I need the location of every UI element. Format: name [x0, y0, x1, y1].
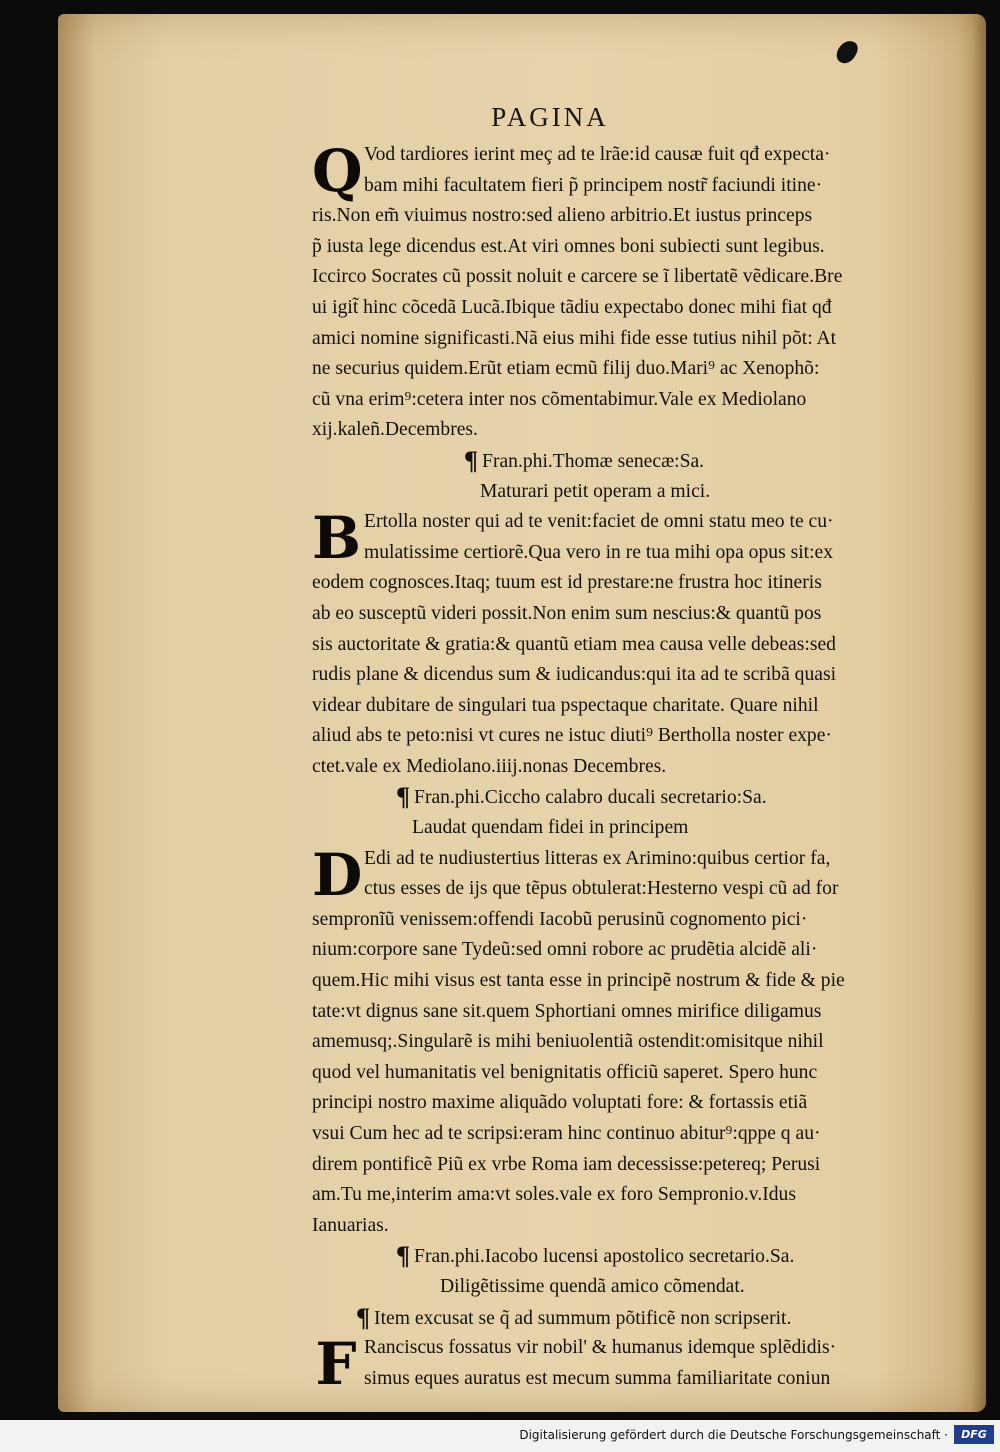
text-line: Ranciscus fossatus vir nobil' & humanus idemque splẽdidis· — [364, 1337, 837, 1359]
page-heading: PAGINA — [491, 102, 609, 132]
letter-text-column — [312, 137, 952, 1399]
letter-4 — [312, 1330, 952, 1399]
text-line: aliud abs te peto:nisi vt cures ne istuc diuti⁹ Bertholla noster expe· — [312, 725, 832, 747]
letter-header: ¶ Fran.phi.Thomæ senecæ:Sa. — [464, 445, 705, 475]
text-line: principi nostro maxime aliquãdo voluptati fore: & fortassis etiã — [312, 1092, 808, 1114]
text-line: p̃ iusta lege dicendus est.At viri omnes boni subiecti sunt legibus. — [312, 235, 825, 257]
text-line: amici nomine significasti.Nã eius mihi fide esse tutius nihil põt: At — [312, 327, 837, 349]
text-line: am.Tu me,interim ama:vt soles.vale ex foro Sempronio.v.Idus — [312, 1184, 796, 1206]
text-line: vsui Cum hec ad te scripsi:eram hinc continuo abitur⁹:qppe q au· — [312, 1123, 821, 1144]
text-line: amemusq;.Singularẽ is mihi beniuolentiã ostendit:omisitque nihil — [312, 1031, 824, 1053]
text-line: ui igit̃ hinc cõcedã Lucã.Ibique tãdiu expectabo donec mihi fiat qđ — [312, 296, 832, 318]
dfg-logo: DFG — [954, 1425, 994, 1444]
letter-summary-2: ¶ Item excusat se q̃ ad summum põtificẽ non scripserit. — [356, 1302, 792, 1332]
text-line: quod vel humanitatis vel benignitatis officiũ saperet. Spero hunc — [312, 1061, 818, 1083]
text-line: sempronĩũ venissem:offendi Iacobũ perusinũ cognomento pici· — [312, 908, 808, 930]
footer-bar — [0, 1420, 1000, 1452]
text-line: rudis plane & dicendus sum & iudicandus:qui ita ad te scribã quasi — [312, 664, 837, 686]
text-line: ab eo susceptũ videri possit.Non enim sum nescius:& quantũ pos — [312, 602, 822, 624]
text-line: ris.Non em̃ viuimus nostro:sed alieno arbitrio.Et iustus princeps — [312, 205, 813, 227]
text-line: Ianuarias. — [312, 1214, 389, 1236]
text-line: Iccirco Socrates cũ possit noluit e carcere se ĩ libertatẽ vẽdicare.Bre — [312, 266, 843, 288]
drop-cap-initial: F — [315, 1330, 357, 1399]
text-line: bam mihi facultatem fieri p̃ principem nostr̃ faciundi itine· — [364, 174, 823, 196]
letter-header: ¶ Fran.phi.Ciccho calabro ducali secretario:Sa. — [396, 782, 767, 812]
text-line: ctus esses de ijs que tẽpus obtulerat:Hesterno vespi cũ ad for — [364, 878, 839, 900]
text-line: eodem cognosces.Itaq; tuum est id prestare:ne frustra hoc itineris — [312, 572, 822, 594]
page-edge-shadow — [972, 14, 986, 1412]
letter-header: ¶ Fran.phi.Iacobo lucensi apostolico secretario.Sa. — [396, 1241, 795, 1271]
text-line: nium:corpore sane Tydeũ:sed omni robore ac prudẽtia alcidẽ ali· — [312, 939, 818, 961]
text-line: ctet.vale ex Mediolano.iiij.nonas Decembres. — [312, 755, 667, 777]
letter-1 — [312, 137, 952, 446]
text-line: quem.Hic mihi visus est tanta esse in principẽ nostrum & fide & pie — [312, 970, 845, 992]
pilcrow-icon: ¶ — [356, 1302, 371, 1332]
text-line: ne securius quidem.Erũt etiam ecmũ filij duo.Mari⁹ ac Xenophõ: — [312, 358, 820, 380]
text-line: sis auctoritate & gratia:& quantũ etiam mea causa velle debeas:sed — [312, 633, 836, 655]
text-line: videar dubitare de singulari tua pspectaque charitate. Quare nihil — [312, 694, 819, 716]
pilcrow-icon: ¶ — [396, 1241, 411, 1271]
text-line: xij.kaleñ.Decembres. — [312, 419, 478, 441]
text-line: cũ vna erim⁹:cetera inter nos cõmentabimur.Vale ex Mediolano — [312, 388, 807, 410]
funding-credit: Digitalisierung gefördert durch die Deutsche Forschungsgemeinschaft · — [519, 1428, 948, 1442]
drop-cap-initial: D — [312, 840, 363, 909]
letter-summary: Laudat quendam fidei in principem — [412, 817, 689, 839]
text-line: simus eques auratus est mecum summa familiaritate coniun — [364, 1367, 831, 1389]
letter-summary: Maturari petit operam a mici. — [480, 480, 711, 502]
letter-summary: Diligẽtissime quendã amico cõmendat. — [440, 1275, 745, 1297]
letter-3 — [312, 840, 952, 1242]
text-line: Vod tardiores ierint meç ad te lrãe:id causæ fuit qđ expecta· — [364, 144, 831, 165]
text-line: direm pontificẽ Piũ ex vrbe Roma iam decessisse:petereq; Perusi — [312, 1153, 821, 1175]
drop-cap-initial: B — [312, 504, 362, 573]
text-line: mulatissime certiorẽ.Qua vero in re tua mihi opa opus sit:ex — [364, 541, 834, 563]
drop-cap-initial: Q — [312, 137, 363, 205]
letter-2 — [312, 504, 952, 782]
pilcrow-icon: ¶ — [464, 445, 479, 475]
text-line: Edi ad te nudiustertius litteras ex Arimino:quibus certior fa, — [364, 847, 831, 869]
pilcrow-icon: ¶ — [396, 782, 411, 812]
text-line: tate:vt dignus sane sit.quem Sphortiani omnes mirifice diligamus — [312, 1000, 822, 1022]
text-line: Ertolla noster qui ad te venit:faciet de omni statu meo te cu· — [364, 511, 834, 533]
